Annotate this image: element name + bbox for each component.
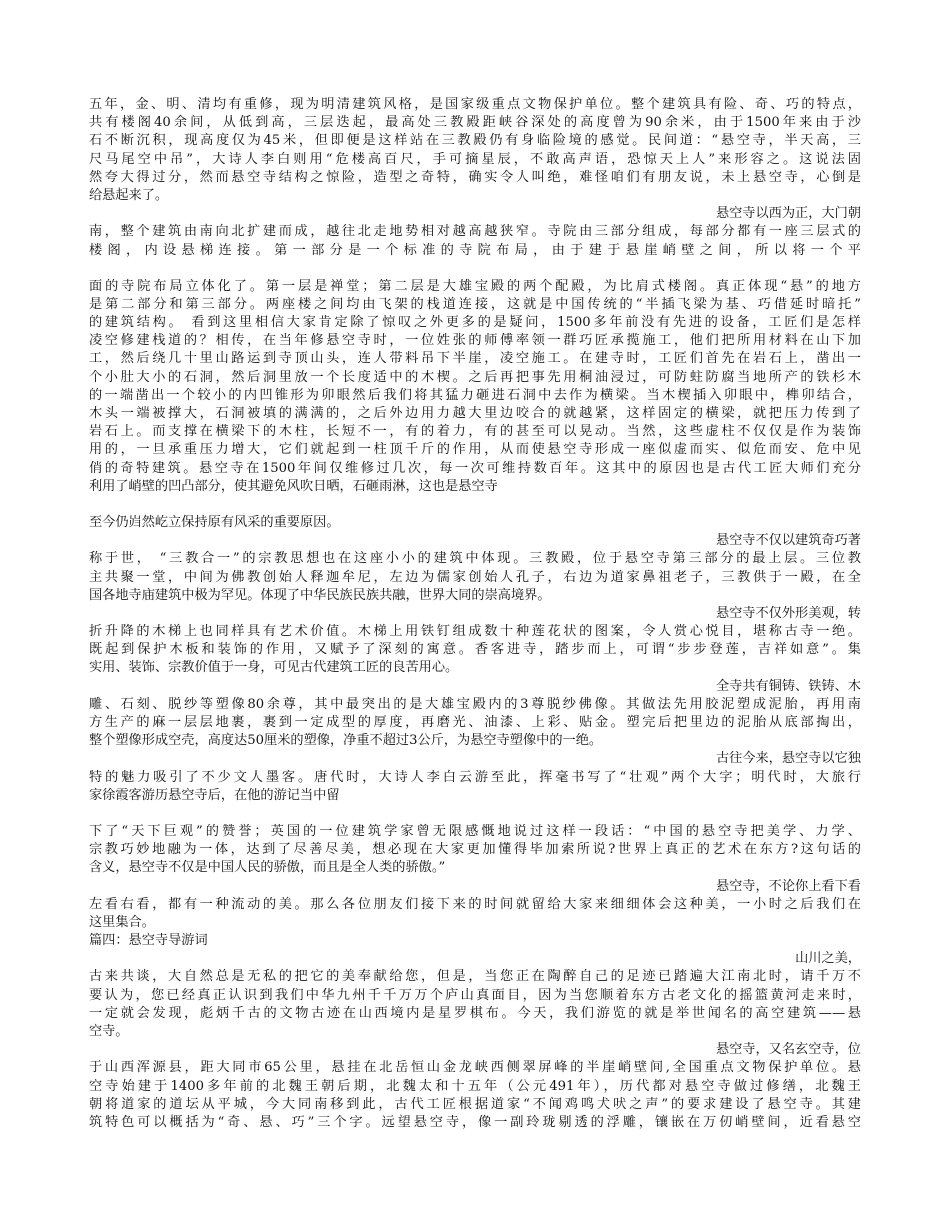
text-line: 左看右看，都有一种流动的美。那么各位朋友们接下来的时间就留给大家来细细体会这种美，一小时之后我们在 [89, 896, 861, 912]
text-line: 含义，悬空寺不仅是中国人民的骄傲，而且是全人类的骄傲。” [89, 860, 446, 876]
text-line: 既起到保护木板和装饰的作用，又赋予了深刻的寓意。香客进寺，踏步而上，可谓“步步登莲，吉祥如意”。集 [89, 642, 861, 658]
text-line: 共有楼阁40余间，从低到高，三层迭起，最高处三教殿距峡谷深处的高度曾为90余米，由于1500年来由于沙 [89, 115, 861, 131]
text-line: 折升降的木梯上也同样具有艺术价值。木梯上用铁钉组成数十种莲花状的图案，令人赏心悦目，堪称古寺一绝。 [89, 624, 861, 640]
text-line: 古往今来，悬空寺以它独 [715, 751, 861, 767]
text-line: 楼阁，内设悬梯连接。第一部分是一个标准的寺院布局，由于建于悬崖峭壁之间，所以将一个平 [89, 242, 861, 258]
text-line: 个小肚大小的石洞，然后洞里放一个长度适中的木楔。之后再把事先用桐油浸过，可防蛀防腐当地所产的铁杉木 [89, 369, 861, 385]
text-line: 的建筑结构。 看到这里相信大家肯定除了惊叹之外更多的是疑问，1500多年前没有先进的设备，工匠们是怎样 [89, 315, 861, 331]
page-break-gap [89, 805, 861, 823]
text-line: 称于世， “三教合一”的宗教思想也在这座小小的建筑中体现。三教殿，位于悬空寺第三部分的最上层。三位教 [89, 551, 861, 567]
text-line: 一定就会发现，彪炳千古的文物古迹在山西境内是星罗棋布。今天，我们游览的就是举世闻名的高空建筑——悬 [89, 1005, 861, 1021]
text-line: 家徐霞客游历悬空寺后，在他的游记当中留 [89, 787, 340, 803]
text-line: 给悬起来了。 [89, 187, 169, 203]
text-line: 木头一端被撑大，石洞被填的满满的，之后外边用力越大里边咬合的就越紧，这样固定的横梁，就把压力传到了 [89, 406, 861, 421]
text-line: 悬空寺，又名玄空寺，位 [715, 1042, 861, 1058]
text-line: 雕、石刻、脱纱等塑像80余尊，其中最突出的是大雄宝殿内的3尊脱纱佛像。其做法先用胶泥塑成泥胎，再用南 [89, 696, 861, 712]
text-line: 方生产的麻一层层地裹，裹到一定成型的厚度，再磨光、油漆、上彩、贴金。塑完后把里边的泥胎从底部掏出， [89, 715, 861, 730]
text-line: 凌空修建栈道的？相传，在当年修悬空寺时，一位姓张的师傅率领一群巧匠承揽施工，他们把所用材料在山下加 [89, 333, 861, 349]
text-line: 下了“天下巨观”的赞誉；英国的一位建筑学家曾无限感慨地说过这样一段话：“中国的悬空寺把美学、力学、 [89, 823, 861, 839]
text-line: 的一端凿出一个较小的内凹锥形为卯眼然后我们将其猛力砸进石洞中去作为横梁。当木楔插入卯眼中，榫卯结合， [89, 387, 861, 403]
text-line: 然夸大得过分，然而悬空寺结构之惊险，造型之奇特，确实令人叫绝，难怪咱们有朋友说，未上悬空寺，心倒是 [89, 169, 861, 185]
page-break-gap [89, 496, 861, 514]
text-line: 悬空寺不仅以建筑奇巧著 [715, 533, 861, 549]
text-line: 是第二部分和第三部分。两座楼之间均由飞架的栈道连接，这就是中国传统的“半插飞梁为基、巧借延时暗托” [89, 296, 861, 312]
text-line: 这里集合。 [89, 914, 155, 930]
text-line: 国各地寺庙建筑中极为罕见。体现了中华民族民族共融，世界大同的崇高境界。 [89, 587, 551, 603]
text-line: 整个塑像形成空壳，高度达50厘米的塑像，净重不超过3公斤，为悬空寺塑像中的一绝。 [89, 733, 603, 749]
text-line: 用的，一旦承重压力增大，它们就起到一柱顶千斤的作用，从而使悬空寺形成一座似虚而实、似危而安、危中见 [89, 442, 861, 458]
text-line: 宗教巧妙地融为一体，达到了尽善尽美，想必现在大家更加懂得毕加索所说?世界上真正的艺术在东方?这句话的 [89, 842, 861, 858]
text-line: 尺马尾空中吊”，大诗人李白则用“危楼高百尺，手可摘星辰，不敢高声语，恐惊天上人”来形容之。这说法固 [89, 151, 861, 167]
text-line: 南，整个建筑由南向北扩建而成，越往北走地势相对越高越狭窄。寺院由三部分组成，每部分都有一座三层式的 [89, 224, 861, 240]
text-line: 面的寺院布局立体化了。第一层是禅堂；第二层是大雄宝殿的两个配殿，为比肩式楼阁。真正体现“悬”的地方 [89, 278, 861, 294]
document-body [89, 96, 861, 1132]
page-break-gap [89, 260, 861, 278]
text-line: 篇四：悬空寺导游词 [89, 933, 208, 949]
text-line: 五年，金、明、清均有重修，现为明清建筑风格，是国家级重点文物保护单位。整个建筑具有险、奇、巧的特点， [89, 97, 861, 112]
text-line: 朝将道家的道坛从平城，今大同南移到此，古代工匠根据道家“不闻鸡鸣犬吠之声”的要求建设了悬空寺。其建 [89, 1096, 861, 1112]
text-line: 古来共谈，大自然总是无私的把它的美奉献给您，但是，当您正在陶醉自己的足迹已踏遍大江南北时，请千万不 [89, 969, 861, 985]
text-line: 悬空寺不仅外形美观，转 [715, 605, 861, 621]
text-line: 空寺。 [89, 1024, 129, 1039]
text-line: 至今仍岿然屹立保持原有风采的重要原因。 [89, 514, 340, 530]
text-line: 于山西浑源县，距大同市65公里，悬挂在北岳恒山金龙峡西侧翠屏峰的半崖峭壁间,全国重点文物保护单位。悬 [89, 1060, 861, 1076]
text-line: 山川之美， [795, 951, 861, 967]
text-line: 石不断沉积，现高度仅为45米，但即便是这样站在三教殿仍有身临险境的感觉。民间道：“悬空寺，半天高，三 [89, 133, 861, 149]
text-line: 俏的奇特建筑。悬空寺在1500年间仅维修过几次，每一次可维持数百年。这其中的原因也是古代工匠大师们充分 [89, 460, 861, 476]
text-line: 全寺共有铜铸、铁铸、木 [715, 678, 861, 694]
text-line: 工，然后绕几十里山路运到寺顶山头，连人带料吊下半崖，凌空施工。在建寺时，工匠们首先在岩石上，凿出一 [89, 351, 861, 367]
text-line: 要认为，您已经真正认识到我们中华九州千千万万个庐山真面目，因为当您顺着东方古老文化的摇篮黄河走来时， [89, 987, 861, 1003]
text-line: 岩石上。而支撑在横梁下的木柱，长短不一，有的着力，有的甚至可以晃动。当然，这些虚柱不仅仅是作为装饰 [89, 424, 861, 440]
text-line: 悬空寺，不论你上看下看 [715, 878, 861, 894]
text-line: 利用了峭壁的凹凸部分，使其避免风吹日晒，石砸雨淋，这也是悬空寺 [89, 478, 498, 494]
text-line: 筑特色可以概括为“奇、悬、巧”三个字。远望悬空寺，像一副玲珑剔透的浮雕，镶嵌在万仞峭壁间，近看悬空 [89, 1114, 861, 1130]
text-line: 主共聚一堂，中间为佛教创始人释迦牟尼，左边为儒家创始人孔子，右边为道家鼻祖老子，三教供于一殿，在全 [89, 569, 861, 585]
text-line: 实用、装饰、宗教价值于一身，可见古代建筑工匠的良苦用心。 [89, 660, 459, 676]
text-line: 空寺始建于1400多年前的北魏王朝后期，北魏太和十五年（公元491年），历代都对悬空寺做过修缮，北魏王 [89, 1078, 861, 1094]
text-line: 悬空寺以西为正，大门朝 [715, 206, 861, 222]
text-line: 特的魅力吸引了不少文人墨客。唐代时，大诗人李白云游至此，挥毫书写了“壮观”两个大字；明代时，大旅行 [89, 769, 861, 785]
